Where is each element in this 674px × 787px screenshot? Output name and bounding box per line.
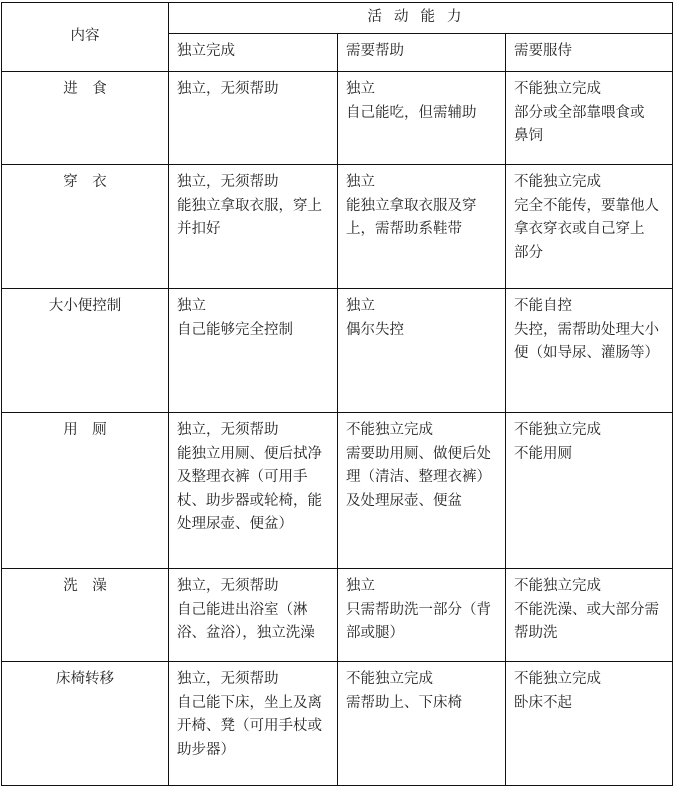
cell-line: 不能独立完成 [514, 671, 601, 687]
cell-line: 能独立拿取衣服及穿 [346, 197, 477, 214]
cell-line: 偶尔失控 [346, 321, 404, 338]
cell-line: 自己能够完全控制 [177, 321, 293, 338]
header-content: 内容 [2, 3, 169, 72]
cell-line: 完全不能传，要靠他人 [514, 197, 659, 214]
row-item: 大小便控制 [2, 289, 169, 413]
cell-line: 不能独立完成 [514, 174, 601, 190]
table-cell [169, 289, 338, 413]
cell-line: 便（如导尿、灌肠等） [514, 345, 659, 361]
cell-line: 只需帮助洗一部分（背 [346, 601, 491, 618]
cell-line: 能独立拿取衣服，穿上 [177, 197, 322, 214]
cell-line: 不能独立完成 [514, 578, 601, 594]
table-cell [506, 569, 673, 662]
table-cell [338, 662, 506, 786]
table-cell [169, 569, 338, 662]
row-item: 床椅转移 [2, 662, 169, 786]
cell-line: 帮助洗 [514, 625, 558, 641]
table-row [2, 289, 673, 413]
cell-line: 不能自控 [514, 298, 572, 314]
cell-line: 卧床不起 [514, 694, 572, 711]
header-activity: 活动能力 [169, 3, 673, 34]
table-cell [338, 289, 506, 413]
row-item: 用 厕 [2, 413, 169, 569]
cell-line: 独立，无须帮助 [177, 422, 279, 438]
cell-line: 鼻饲 [514, 128, 543, 144]
cell-line: 不能独立完成 [514, 81, 601, 97]
row-item: 穿 衣 [2, 165, 169, 289]
cell-line: 部或腿） [346, 625, 404, 641]
table-cell [506, 413, 673, 569]
table-cell [506, 165, 673, 289]
cell-line: 助步器） [177, 741, 235, 758]
cell-line: 理（清洁、整理衣裤） [346, 469, 491, 485]
cell-line: 处理尿壶、便盆） [177, 516, 293, 532]
table-cell [338, 165, 506, 289]
table-row [2, 72, 673, 165]
table-cell [506, 72, 673, 165]
cell-line: 自己能吃，但需辅助 [346, 104, 477, 121]
cell-line: 上，需帮助系鞋带 [346, 221, 462, 237]
cell-line: 自己能下床，坐上及离 [177, 694, 322, 711]
cell-line: 自己能进出浴室（淋 [177, 601, 308, 618]
cell-line: 不能洗澡、或大部分需 [514, 601, 659, 618]
table-cell [169, 72, 338, 165]
header-col-independent: 独立完成 [169, 34, 338, 72]
cell-line: 不能独立完成 [514, 422, 601, 438]
cell-line: 独立，无须帮助 [177, 81, 279, 97]
cell-line: 独立，无须帮助 [177, 578, 279, 594]
cell-line: 开椅、凳（可用手杖或 [177, 718, 322, 734]
cell-line: 独立 [346, 174, 375, 190]
row-item: 进 食 [2, 72, 169, 165]
cell-line: 不能独立完成 [346, 671, 433, 687]
cell-line: 能独立用厕、便后拭净 [177, 445, 322, 462]
cell-line: 并扣好 [177, 221, 221, 237]
cell-line: 需帮助上、下床椅 [346, 694, 462, 711]
cell-line: 拿衣穿衣或自己穿上 [514, 221, 645, 237]
cell-line: 独立 [346, 81, 375, 97]
table-cell [338, 413, 506, 569]
table-row [2, 662, 673, 786]
header-col-needs-care: 需要服侍 [506, 34, 673, 72]
table-row [2, 165, 673, 289]
table-cell [506, 662, 673, 786]
table-cell [169, 413, 338, 569]
cell-line: 部分 [514, 244, 543, 261]
table-row [2, 413, 673, 569]
row-item: 洗 澡 [2, 569, 169, 662]
cell-line: 浴、盆浴），独立洗澡 [177, 625, 315, 641]
adl-table [1, 2, 673, 786]
cell-line: 独立 [177, 298, 206, 314]
table-cell [506, 289, 673, 413]
cell-line: 独立，无须帮助 [177, 671, 279, 687]
table-cell [169, 165, 338, 289]
table-cell [169, 662, 338, 786]
header-col-needs-help: 需要帮助 [338, 34, 506, 72]
cell-line: 失控，需帮助处理大小 [514, 321, 659, 338]
cell-line: 杖、助步器或轮椅，能 [177, 492, 322, 509]
cell-line: 及整理衣裤（可用手 [177, 469, 308, 485]
table-row [2, 569, 673, 662]
table-cell [338, 569, 506, 662]
cell-line: 及处理尿壶、便盆 [346, 492, 462, 509]
cell-line: 需要助用厕、做便后处 [346, 445, 491, 462]
cell-line: 独立 [346, 578, 375, 594]
cell-line: 不能独立完成 [346, 422, 433, 438]
table-cell [338, 72, 506, 165]
cell-line: 不能用厕 [514, 445, 572, 462]
cell-line: 部分或全部靠喂食或 [514, 104, 645, 121]
cell-line: 独立 [346, 298, 375, 314]
cell-line: 独立，无须帮助 [177, 174, 279, 190]
